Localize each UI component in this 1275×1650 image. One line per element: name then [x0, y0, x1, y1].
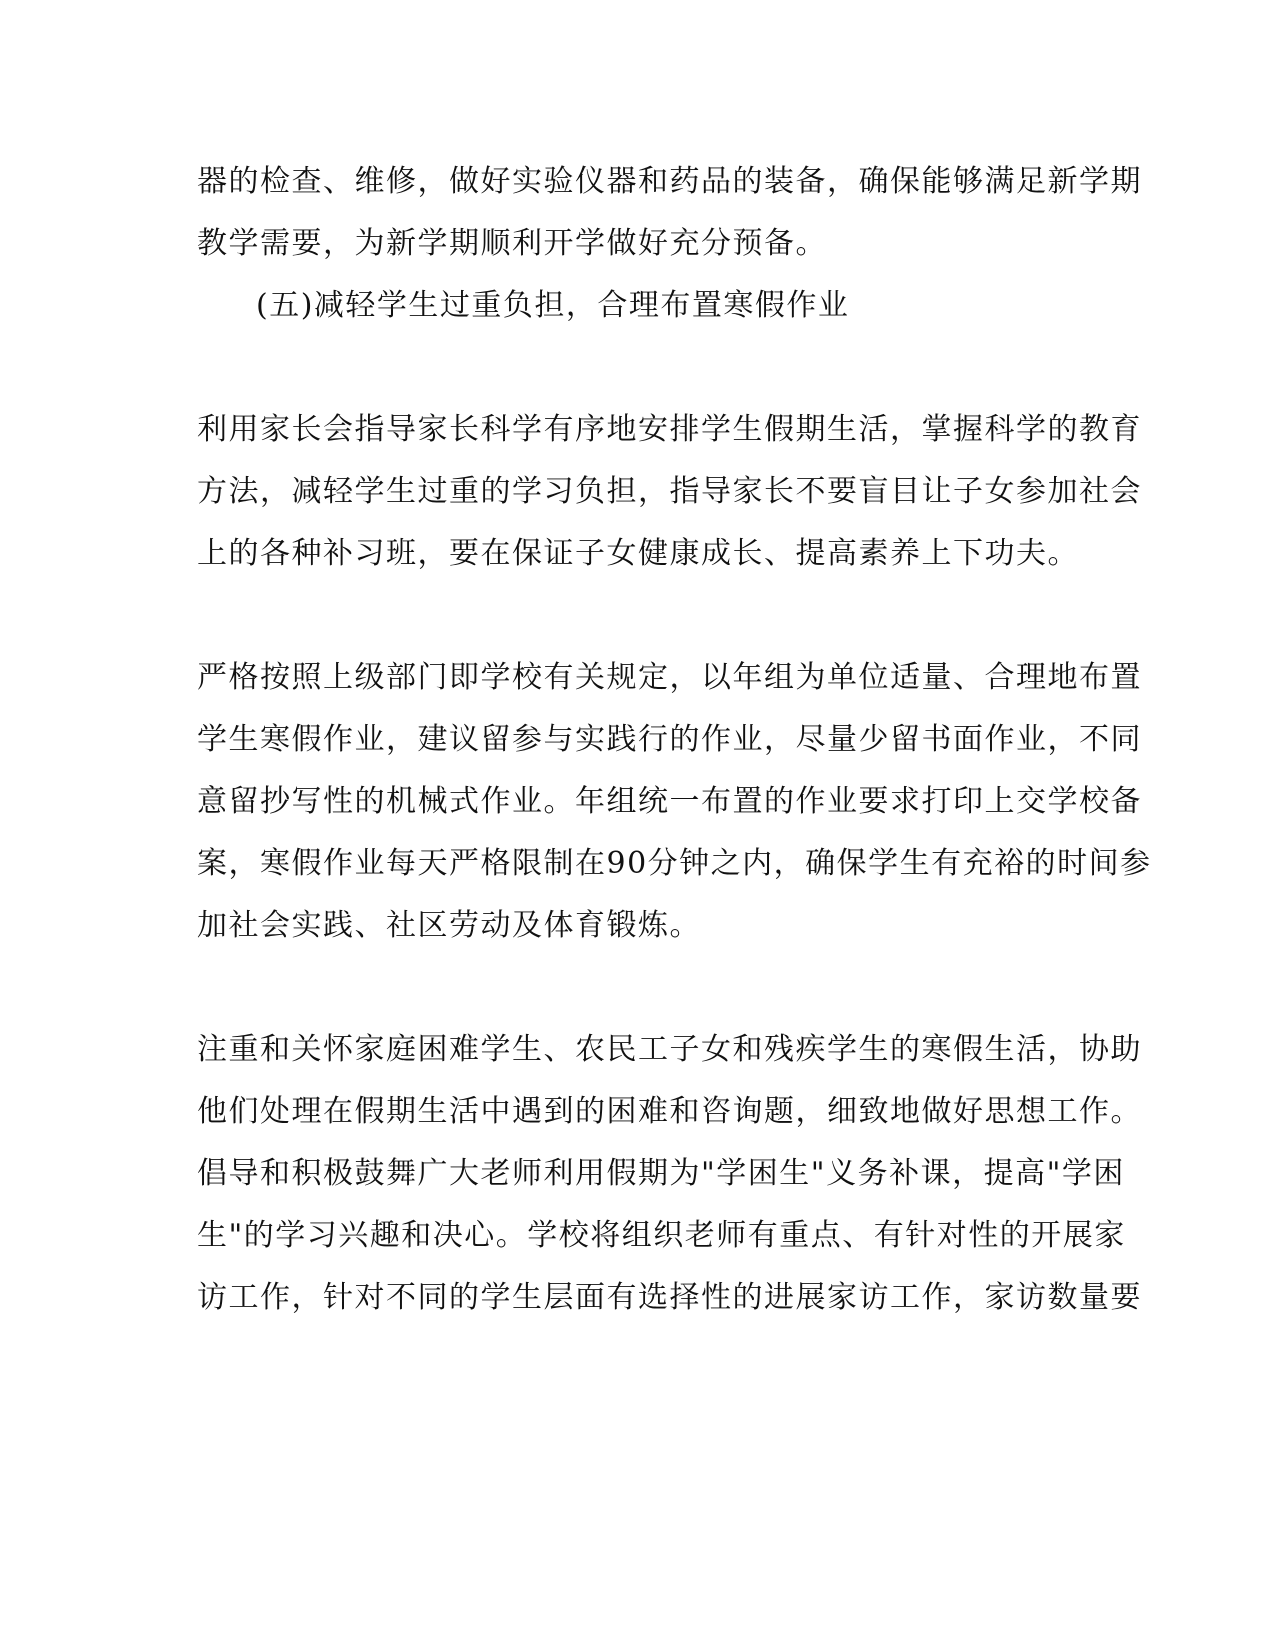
- body-text-line: 他们处理在假期生活中遇到的困难和咨询题，细致地做好思想工作。: [197, 1094, 1142, 1129]
- body-text-line: 案，寒假作业每天严格限制在90分钟之内，确保学生有充裕的时间参: [197, 846, 1152, 881]
- body-text-line: 加社会实践、社区劳动及体育锻炼。: [197, 908, 701, 943]
- body-text-line: 利用家长会指导家长科学有序地安排学生假期生活，掌握科学的教育: [197, 412, 1142, 447]
- body-text-line: 器的检查、维修，做好实验仪器和药品的装备，确保能够满足新学期: [197, 164, 1142, 199]
- body-text-line: 倡导和积极鼓舞广大老师利用假期为"学困生"义务补课，提高"学困: [197, 1156, 1125, 1191]
- body-text-line: 方法，减轻学生过重的学习负担，指导家长不要盲目让子女参加社会: [197, 474, 1142, 509]
- body-text-line: 严格按照上级部门即学校有关规定，以年组为单位适量、合理地布置: [197, 660, 1142, 695]
- body-text-line: 上的各种补习班，要在保证子女健康成长、提高素养上下功夫。: [197, 536, 1079, 571]
- body-text-line: 学生寒假作业，建议留参与实践行的作业，尽量少留书面作业，不同: [197, 722, 1142, 757]
- body-text-line: 意留抄写性的机械式作业。年组统一布置的作业要求打印上交学校备: [197, 784, 1142, 819]
- body-text-line: 生"的学习兴趣和决心。学校将组织老师有重点、有针对性的开展家: [197, 1218, 1126, 1253]
- body-text-line: 注重和关怀家庭困难学生、农民工子女和残疾学生的寒假生活，协助: [197, 1032, 1142, 1067]
- body-text-line: 教学需要，为新学期顺利开学做好充分预备。: [197, 226, 827, 261]
- section-heading: (五)减轻学生过重负担，合理布置寒假作业: [256, 288, 850, 323]
- body-text-line: 访工作，针对不同的学生层面有选择性的进展家访工作，家访数量要: [197, 1280, 1142, 1315]
